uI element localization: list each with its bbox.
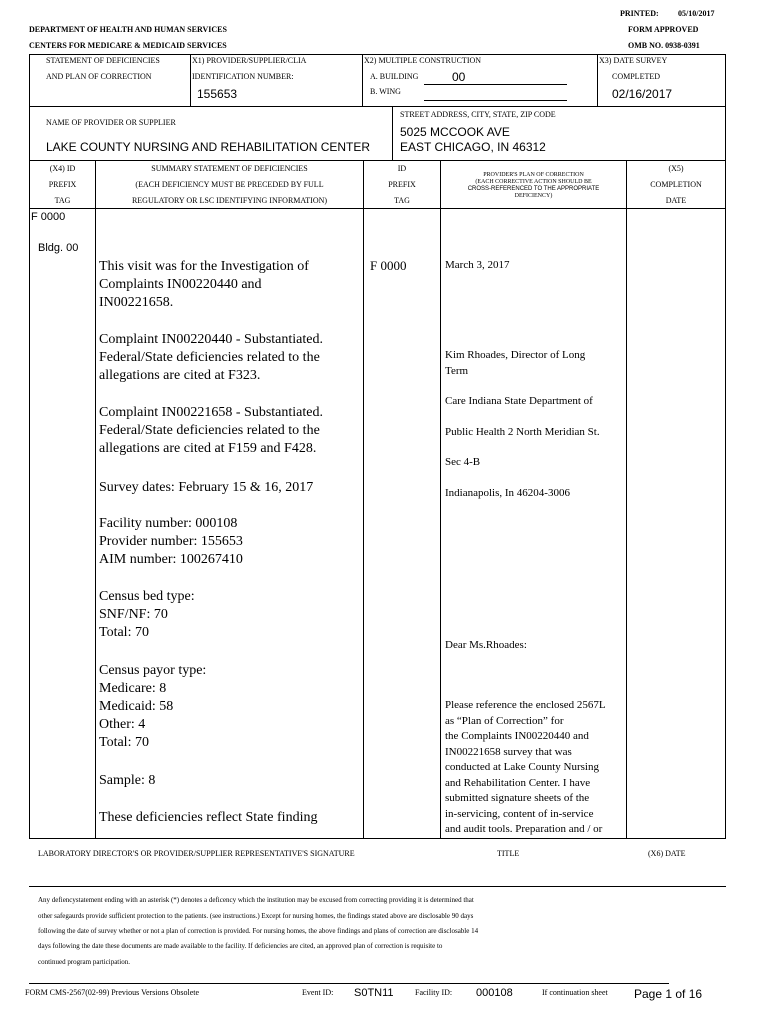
facility-id-label: Facility ID: [415, 988, 453, 997]
plan-header-4: DEFICIENCY) [514, 193, 553, 199]
printed-date: 05/10/2017 [678, 9, 715, 18]
wing-underline [424, 100, 567, 101]
building-label: A. BUILDING [370, 72, 419, 81]
building-value: 00 [452, 70, 466, 84]
x2-label: X2) MULTIPLE CONSTRUCTION [364, 56, 482, 65]
plan-header-2: (EACH CORRECTIVE ACTION SHOULD BE [475, 179, 592, 185]
disclaimer-line: other safegaurds provide sufficient protection to the patients. (see instructions.) Except for nursing homes, the findings stated above are disclosable 90 days [38, 912, 474, 920]
provider-name-label: NAME OF PROVIDER OR SUPPLIER [46, 118, 176, 127]
divider [362, 54, 363, 106]
x5-header-3: DATE [665, 196, 687, 205]
x4-header-2: PREFIX [48, 180, 77, 189]
x6-date-label: (X6) DATE [648, 849, 686, 858]
signature-label: LABORATORY DIRECTOR'S OR PROVIDER/SUPPLIER REPRESENTATIVE'S SIGNATURE [38, 849, 355, 858]
form-approved: FORM APPROVED [628, 25, 699, 34]
x3-sub-label: COMPLETED [612, 72, 660, 81]
event-id: S0TN11 [354, 987, 394, 999]
provider-number: 155653 [197, 87, 238, 101]
deficiency-paragraph: This visit was for the Investigation of Complaints IN00220440 and IN00221658. [99, 259, 309, 310]
section-divider [29, 106, 726, 107]
omb-number: OMB NO. 0938-0391 [628, 41, 700, 50]
survey-date: 02/16/2017 [612, 87, 673, 101]
divider [190, 54, 191, 106]
x4-header-3: TAG [54, 196, 71, 205]
tag-left: F 0000 [31, 211, 66, 223]
street-address: 5025 MCCOOK AVE [400, 125, 510, 139]
deficiency-paragraph: Survey dates: February 15 & 16, 2017 [99, 480, 314, 495]
deficiency-paragraph: Sample: 8 [99, 773, 156, 788]
deficiency-paragraph: Census payor type: Medicare: 8 Medicaid: 58 Other: 4 Total: 70 [99, 663, 207, 750]
column-divider [95, 160, 96, 838]
event-id-label: Event ID: [302, 988, 334, 997]
summary-header-3: REGULATORY OR LSC IDENTIFYING INFORMATION) [131, 196, 328, 205]
plan-date: March 3, 2017 [445, 259, 510, 271]
id-header-3: TAG [394, 196, 410, 205]
plan-header-1: PROVIDER'S PLAN OF CORRECTION [483, 172, 584, 178]
building-underline [424, 84, 567, 85]
plan-address-line: Sec 4-B [445, 456, 481, 468]
plan-salutation: Dear Ms.Rhoades: [445, 639, 527, 651]
id-header-2: PREFIX [388, 180, 416, 189]
divider [392, 106, 393, 160]
tag-mid: F 0000 [370, 258, 407, 273]
facility-id: 000108 [476, 987, 513, 999]
plan-address-line: Public Health 2 North Meridian St. [445, 426, 600, 438]
provider-name: LAKE COUNTY NURSING AND REHABILITATION CENTER [46, 140, 371, 154]
x5-header-2: COMPLETION [650, 180, 702, 189]
x1-sub-label: IDENTIFICATION NUMBER: [192, 72, 294, 81]
footer-rule [29, 983, 669, 984]
summary-header-2: (EACH DEFICIENCY MUST BE PRECEDED BY FULL [135, 180, 324, 189]
plan-recipient: Kim Rhoades, Director of Long Term [445, 349, 586, 377]
x3-label: X3) DATE SURVEY [599, 56, 668, 65]
column-divider [626, 160, 627, 838]
cms-title: CENTERS FOR MEDICARE & MEDICAID SERVICES [29, 41, 227, 50]
deficiency-paragraph: These deficiencies reflect State finding [99, 810, 318, 825]
deficiency-paragraph: Census bed type: SNF/NF: 70 Total: 70 [99, 589, 195, 640]
department-title: DEPARTMENT OF HEALTH AND HUMAN SERVICES [29, 25, 227, 34]
plan-label: AND PLAN OF CORRECTION [46, 72, 152, 81]
building-tag: Bldg. 00 [38, 242, 79, 254]
deficiency-paragraph: Complaint IN00220440 - Substantiated. Federal/State deficiencies related to the allegations are cited at F323. [99, 332, 323, 383]
x1-label: X1) PROVIDER/SUPPLIER/CLIA [192, 56, 307, 65]
title-label: TITLE [497, 849, 520, 858]
deficiency-paragraph: Complaint IN00221658 - Substantiated. Federal/State deficiencies related to the allegations are cited at F159 and F428. [99, 405, 323, 456]
disclaimer-line: Any defiencystatement ending with an asterisk (*) denotes a deficency which the institution may be excused from correcting providing it is determined that [38, 896, 474, 904]
section-divider [29, 160, 726, 161]
column-divider [440, 160, 441, 838]
plan-header-3: CROSS-REFERENCED TO THE APPROPRIATE [467, 186, 600, 192]
plan-address-line: Care Indiana State Department of [445, 395, 593, 407]
id-header-1: ID [397, 164, 407, 173]
form-top-border [29, 54, 726, 55]
divider [597, 54, 598, 106]
statement-label: STATEMENT OF DEFICIENCIES [46, 56, 160, 65]
x5-header-1: (X5) [668, 164, 684, 173]
signature-line [29, 886, 726, 887]
deficiency-paragraph: Facility number: 000108 Provider number: 155653 AIM number: 100267410 [99, 516, 243, 567]
form-id: FORM CMS-2567(02-99) Previous Versions Obsolete [25, 988, 200, 997]
column-divider [363, 160, 364, 838]
plan-address-line: Indianapolis, In 46204-3006 [445, 487, 570, 499]
body-bottom-border [29, 838, 726, 839]
plan-body: Please reference the enclosed 2567L as “Plan of Correction” for the Complaints IN00220440 and IN00221658 survey that was conducted at Lake County Nursing and Rehabilitation Center. I have submitted signature sheets of the in-servicing, content of in-service and audit tools. Preparation and / or [445, 699, 606, 835]
x4-header-1: (X4) ID [49, 164, 76, 173]
disclaimer-line: days following the date these documents are made available to the facility. If deficiencies are cited, an approved plan of correction is requisite to [38, 942, 443, 950]
disclaimer-line: continued program participation. [38, 958, 130, 966]
address-label: STREET ADDRESS, CITY, STATE, ZIP CODE [400, 110, 556, 119]
printed-label: PRINTED: [620, 9, 659, 18]
form-right-border [725, 54, 726, 838]
page-number: Page 1 of 16 [634, 987, 703, 1001]
summary-header-1: SUMMARY STATEMENT OF DEFICIENCIES [151, 164, 308, 173]
wing-label: B. WING [370, 87, 401, 96]
city-state-zip: EAST CHICAGO, IN 46312 [400, 140, 546, 154]
disclaimer-line: following the date of survey whether or not a plan of correction is provided. For nursing homes, the above findings and plans of correction are disclosable 14 [38, 927, 479, 935]
continuation-label: If continuation sheet [542, 988, 608, 997]
header-bottom-border [29, 208, 726, 209]
